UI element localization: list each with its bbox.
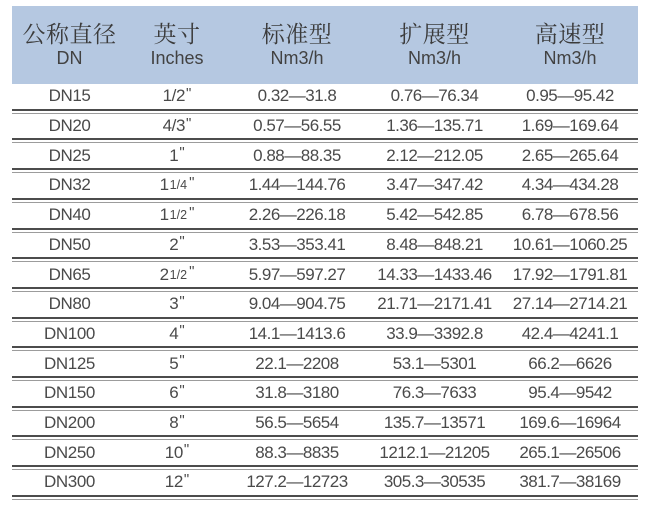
inches-cell: 10 " [164,441,190,462]
table-body [12,84,638,500]
extended-range-cell: 2.12—212.05 [386,145,483,165]
inch-mark: " [179,322,185,340]
table-row [12,470,638,500]
header-extended-type [367,21,502,69]
inch-fraction: 1/4 [169,178,188,193]
table-row [12,351,638,381]
table-row [12,262,638,292]
standard-range-cell: 5.97—597.27 [248,264,346,284]
inch-mark: " [179,292,185,310]
extended-range-cell: 5.42—542.85 [386,205,483,225]
standard-range-cell: 3.53—353.41 [248,234,346,254]
inches-cell: 8 " [169,411,185,433]
header-nominal-diameter-unit: DN [56,48,83,69]
extended-range-cell: 1212.1—21205 [379,442,490,462]
header-extended-type-title: 扩展型 [399,20,470,47]
inches-cell: 3 " [169,292,185,314]
high-speed-range-cell: 381.7—38169 [519,472,621,492]
dn-cell: DN40 [48,205,91,225]
header-standard-type [227,21,367,69]
inches-cell: 2 " [169,233,185,254]
standard-range-cell: 2.26—226.18 [248,205,346,225]
header-nominal-diameter-title: 公称直径 [22,20,117,47]
high-speed-range-cell: 0.95—95.42 [526,86,614,106]
table-row [12,322,638,352]
inches-cell: 1 1/4 " [159,173,195,195]
extended-range-cell: 8.48—848.21 [386,234,483,254]
dn-cell: DN250 [44,442,95,462]
inch-mark: " [189,203,195,221]
standard-range-cell: 1.44—144.76 [248,175,346,195]
table-row [12,173,638,203]
extended-range-cell: 33.9—3392.8 [386,323,483,343]
inch-mark: " [186,84,192,102]
dn-cell: DN15 [48,86,91,106]
inch-mark: " [183,441,190,459]
inch-mark: " [179,381,185,399]
inches-cell: 4 " [169,322,185,343]
table-row [12,381,638,411]
inch-mark: " [183,470,190,488]
table-row [12,143,638,173]
inch-fraction: 1/2 [169,267,188,282]
standard-range-cell: 0.88—88.35 [253,145,341,165]
high-speed-range-cell: 169.6—16964 [519,413,621,433]
extended-range-cell: 135.7—13571 [383,413,486,433]
table-row [12,233,638,263]
inch-mark: " [189,263,195,281]
inches-cell: 2 1/2 " [159,263,195,284]
high-speed-range-cell: 1.69—169.64 [521,116,619,136]
dn-cell: DN200 [44,413,95,433]
header-extended-type-unit: Nm3/h [407,48,461,69]
inch-mark: " [179,411,185,429]
dn-cell: DN65 [48,264,91,284]
table-row [12,114,638,144]
high-speed-range-cell: 27.14—2714.21 [512,294,628,314]
table-header-row [12,6,638,84]
inches-cell: 1 " [169,144,185,165]
table-row [12,84,638,114]
standard-range-cell: 88.3—8835 [255,442,339,462]
inches-cell: 12 " [164,470,190,492]
high-speed-range-cell: 2.65—265.64 [521,145,619,165]
inches-cell: 1 1/2 " [159,203,195,225]
inch-mark: " [179,352,185,370]
high-speed-range-cell: 42.4—4241.1 [521,323,619,343]
inch-mark: " [179,233,185,251]
extended-range-cell: 0.76—76.34 [390,86,479,106]
high-speed-range-cell: 17.92—1791.81 [512,264,628,284]
inch-mark: " [186,114,192,132]
extended-range-cell: 1.36—135.71 [386,116,483,136]
header-nominal-diameter [12,21,127,69]
inches-cell: 5 " [169,352,185,373]
standard-range-cell: 0.57—56.55 [253,116,341,136]
table-row [12,292,638,322]
dn-cell: DN300 [44,472,95,492]
inch-mark: " [189,173,195,191]
table-row [12,440,638,470]
dn-cell: DN32 [48,175,91,195]
flow-rate-table [12,6,638,500]
header-high-speed-type [502,21,638,69]
header-high-speed-type-title: 高速型 [534,20,606,47]
extended-range-cell: 3.47—347.42 [386,175,483,195]
inch-fraction: 1/2 [169,208,188,223]
high-speed-range-cell: 6.78—678.56 [521,205,619,225]
inches-cell: 6 " [169,381,185,403]
header-standard-type-title: 标准型 [261,20,333,47]
dn-cell: DN25 [48,145,91,165]
standard-range-cell: 0.32—31.8 [257,86,337,106]
extended-range-cell: 21.71—2171.41 [377,294,492,314]
high-speed-range-cell: 95.4—9542 [528,383,612,403]
high-speed-range-cell: 10.61—1060.25 [512,234,628,254]
dn-cell: DN80 [48,294,91,314]
standard-range-cell: 31.8—3180 [255,383,339,403]
dn-cell: DN100 [44,323,95,343]
extended-range-cell: 14.33—1433.46 [377,264,492,284]
dn-cell: DN50 [48,234,91,254]
high-speed-range-cell: 66.2—6626 [528,353,612,373]
extended-range-cell: 53.1—5301 [392,353,477,373]
header-standard-type-unit: Nm3/h [270,48,324,69]
dn-cell: DN20 [48,116,91,136]
standard-range-cell: 9.04—904.75 [248,294,346,314]
standard-range-cell: 127.2—12723 [246,472,348,492]
table-row [12,411,638,441]
inches-cell: 4/3 " [162,114,192,136]
dn-cell: DN150 [44,383,95,403]
extended-range-cell: 305.3—30535 [383,472,486,492]
standard-range-cell: 14.1—1413.6 [248,323,346,343]
table-row [12,203,638,233]
header-inches-title: 英寸 [153,20,201,47]
header-inches [127,21,227,69]
inch-mark: " [179,144,185,162]
dn-cell: DN125 [44,353,95,373]
high-speed-range-cell: 4.34—434.28 [521,175,619,195]
inches-cell: 1/2 " [162,84,192,106]
standard-range-cell: 22.1—2208 [255,353,339,373]
extended-range-cell: 76.3—7633 [392,383,477,403]
high-speed-range-cell: 265.1—26506 [519,442,621,462]
standard-range-cell: 56.5—5654 [255,413,339,433]
header-inches-unit: Inches [150,48,204,69]
header-high-speed-type-unit: Nm3/h [543,48,597,69]
